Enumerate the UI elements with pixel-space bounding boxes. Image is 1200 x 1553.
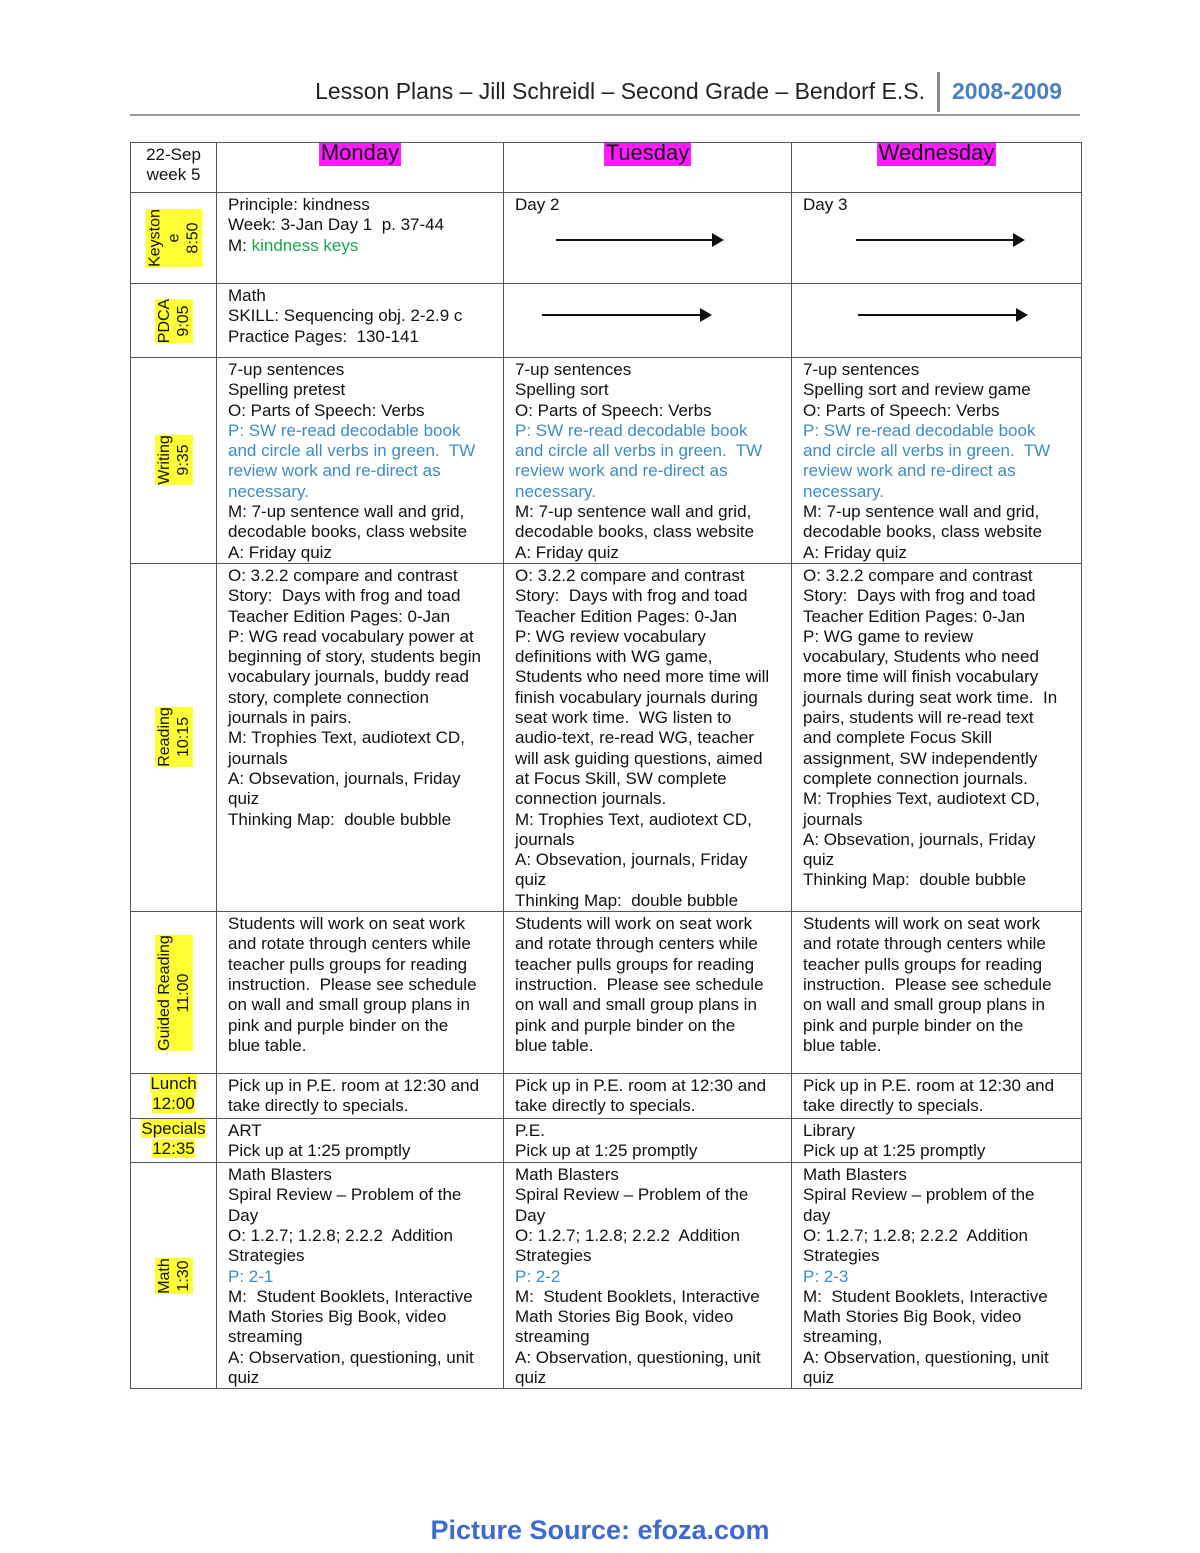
cell-line: pairs, students will re-read text [803,708,1034,728]
cell-line: and rotate through centers while [228,934,471,954]
cell-lunch-tuesday [504,1074,792,1119]
cell-line: M: 7-up sentence wall and grid, [515,502,752,522]
cell-line: Spiral Review – Problem of the [228,1185,462,1205]
cell-line: on wall and small group plans in [515,995,757,1015]
cell-line: quiz [515,870,547,890]
procedure-line: P: SW re-read decodable book [228,420,461,440]
cell-line: SKILL: Sequencing obj. 2-2.9 c [228,306,463,326]
cell-line: Principle: kindness [228,195,370,214]
cell-line: Math [228,286,266,305]
day-header-wednesday [792,143,1082,193]
slot-text: 12:00 [152,1094,195,1114]
slot-text: 8:50 [183,209,202,267]
cell-line: A: Friday quiz [803,542,907,562]
slot-label [155,298,193,342]
date-label: 22-Sep [146,145,201,164]
cell-line: quiz [803,850,835,870]
cell-line: instruction. Please see schedule [803,974,1052,994]
cell-line: Math Blasters [803,1165,907,1185]
slot-text: PDCA [155,298,173,343]
slot-text: Guided Reading [155,934,173,1051]
row-pdca [131,284,1082,358]
cell-writing-wednesday [792,358,1082,564]
cell-specials-tuesday [504,1119,792,1163]
cell-line: M: Trophies Text, audiotext CD, [515,809,752,829]
day-name: Monday [319,143,401,167]
slot-writing [131,358,217,564]
picture-source: Picture Source: efoza.com [430,1515,770,1545]
procedure-line: review work and re-direct as [228,461,441,481]
slot-specials [131,1119,217,1163]
cell-math-wednesday [792,1163,1082,1389]
cell-line: Math Stories Big Book, video [515,1307,734,1327]
cell-line: vocabulary, Students who need [803,647,1039,667]
slot-label [155,708,193,768]
cell-line: M: 7-up sentence wall and grid, [803,502,1040,522]
slot-label [155,1258,193,1294]
cell-line: Day [228,1205,259,1225]
cell-line: M: Student Booklets, Interactive [228,1286,473,1306]
materials-prefix: M: [228,235,252,255]
slot-pdca [131,284,217,358]
procedure-line: and circle all verbs in green. TW [228,441,476,461]
cell-line: blue table. [515,1035,594,1055]
cell-line: Practice Pages: 130-141 [228,326,419,346]
cell-line: quiz [228,1367,260,1387]
cell-line: Story: Days with frog and toad [228,586,461,606]
cell-line: Teacher Edition Pages: 0-Jan [515,606,738,626]
cell-keystone-tuesday [504,193,792,284]
header-divider [937,72,940,112]
cell-line: quiz [228,789,260,809]
cell-line: Day [515,1205,546,1225]
cell-line: Teacher Edition Pages: 0-Jan [228,606,451,626]
cell-line: vocabulary journals, buddy read [228,667,469,687]
cell-line: Day 3 [803,195,848,214]
cell-line: Math Stories Big Book, video [228,1307,447,1327]
procedure-line: P: SW re-read decodable book [803,420,1036,440]
cell-line: Pick up in P.E. room at 12:30 and [803,1076,1055,1096]
slot-text: Specials [141,1119,206,1139]
cell-pdca-wednesday [792,284,1082,358]
procedure-line: necessary. [228,481,309,501]
cell-line: teacher pulls groups for reading [515,954,755,974]
cell-line: Students will work on seat work [803,914,1041,934]
cell-line: pink and purple binder on the [228,1015,449,1035]
right-arrow-icon [542,314,710,316]
cell-pdca-tuesday [504,284,792,358]
cell-line: 7-up sentences [228,360,345,379]
cell-line: O: 1.2.7; 1.2.8; 2.2.2 Addition [515,1225,740,1245]
cell-lunch-wednesday [792,1074,1082,1119]
cell-line: Thinking Map: double bubble [803,870,1027,890]
cell-line: Week: 3-Jan Day 1 p. 37-44 [228,215,445,235]
cell-line: Library [803,1121,855,1141]
cell-line: Students who need more time will [515,667,770,687]
cell-line: decodable books, class website [803,522,1043,542]
cell-line: P.E. [515,1121,545,1141]
cell-line: day [803,1205,831,1225]
cell-line: A: Observation, questioning, unit [228,1347,474,1367]
date-cell [131,143,217,193]
cell-line: journals [515,829,575,849]
cell-guided-wednesday [792,912,1082,1074]
cell-line: streaming [515,1327,590,1347]
row-math [131,1163,1082,1389]
cell-line: ART [228,1121,262,1141]
cell-line: take directly to specials. [803,1096,984,1116]
cell-line: Math Blasters [515,1165,619,1185]
cell-line: at Focus Skill, SW complete [515,768,727,788]
cell-line: A: Observation, questioning, unit [803,1347,1049,1367]
cell-line: complete connection journals. [803,768,1028,788]
slot-text: 12:35 [152,1139,195,1159]
procedure-line: necessary. [515,481,596,501]
cell-line: Spelling pretest [228,380,346,400]
cell-pdca-monday [217,284,504,358]
row-specials [131,1119,1082,1163]
procedure-line: P: SW re-read decodable book [515,420,748,440]
slot-label [155,935,193,1051]
cell-line: beginning of story, students begin [228,647,481,667]
cell-line: M: Student Booklets, Interactive [515,1286,760,1306]
cell-line: Pick up at 1:25 promptly [228,1141,411,1161]
cell-line: definitions with WG game, [515,647,713,667]
cell-line: journals during seat work time. In [803,687,1058,707]
cell-line: Teacher Edition Pages: 0-Jan [803,606,1026,626]
cell-line: will ask guiding questions, aimed [515,748,763,768]
day-name: Wednesday [877,143,997,167]
day-name: Tuesday [604,143,692,167]
cell-line: O: Parts of Speech: Verbs [228,400,425,420]
cell-line: finish vocabulary journals during [515,687,758,707]
slot-label [145,209,202,267]
cell-line: O: 1.2.7; 1.2.8; 2.2.2 Addition [228,1225,453,1245]
slot-text: 1:30 [174,1258,193,1294]
procedure-line: and circle all verbs in green. TW [803,441,1051,461]
cell-reading-tuesday [504,563,792,911]
cell-math-monday [217,1163,504,1389]
cell-line: story, complete connection [228,687,429,707]
cell-line [228,236,497,256]
cell-line: P: WG review vocabulary [515,626,706,646]
cell-line: instruction. Please see schedule [228,974,477,994]
cell-line: Strategies [228,1246,305,1266]
cell-line: teacher pulls groups for reading [228,954,468,974]
cell-line: and rotate through centers while [515,934,758,954]
row-guided-reading [131,912,1082,1074]
cell-line: connection journals. [515,789,667,809]
row-reading [131,563,1082,911]
slot-text: Keyston [146,209,163,267]
slot-reading [131,563,217,911]
cell-line: Pick up in P.E. room at 12:30 and [515,1076,767,1096]
cell-line: take directly to specials. [515,1096,696,1116]
header-row [131,143,1082,193]
slot-math [131,1163,217,1389]
cell-line: 7-up sentences [803,360,920,379]
cell-line: A: Obsevation, journals, Friday [228,768,461,788]
cell-line: A: Obsevation, journals, Friday [515,850,748,870]
cell-line: O: Parts of Speech: Verbs [515,400,712,420]
cell-line: A: Obsevation, journals, Friday [803,829,1036,849]
slot-text: 10:15 [174,708,193,768]
cell-line: audio-text, re-read WG, teacher [515,728,755,748]
page-header [130,72,1080,116]
cell-line: assignment, SW independently [803,748,1038,768]
cell-line: Story: Days with frog and toad [803,586,1036,606]
cell-line: M: Student Booklets, Interactive [803,1286,1048,1306]
week-label: week 5 [146,165,201,185]
cell-line: O: 3.2.2 compare and contrast [515,565,745,585]
cell-line: Students will work on seat work [228,914,466,934]
day-header-tuesday [504,143,792,193]
cell-reading-monday [217,563,504,911]
slot-text: Math [155,1257,173,1294]
cell-guided-monday [217,912,504,1074]
cell-line: and rotate through centers while [803,934,1046,954]
slot-text: e [164,209,183,267]
school-year: 2008-2009 [952,78,1062,104]
cell-writing-tuesday [504,358,792,564]
cell-line: Pick up in P.E. room at 12:30 and [228,1076,480,1096]
slot-text: Writing [155,435,173,486]
cell-line: A: Friday quiz [228,542,332,562]
cell-line: Strategies [515,1246,592,1266]
cell-line: take directly to specials. [228,1096,409,1116]
cell-line: on wall and small group plans in [228,995,470,1015]
cell-line: on wall and small group plans in [803,995,1045,1015]
cell-line: O: Parts of Speech: Verbs [803,400,1000,420]
row-writing [131,358,1082,564]
procedure-line: P: 2-3 [803,1266,849,1286]
cell-math-tuesday [504,1163,792,1389]
cell-reading-wednesday [792,563,1082,911]
row-lunch [131,1074,1082,1119]
procedure-line: necessary. [803,481,884,501]
day-header-monday [217,143,504,193]
cell-line: blue table. [803,1035,882,1055]
cell-line: Thinking Map: double bubble [228,809,452,829]
slot-text: 9:35 [174,436,193,486]
cell-line: journals in pairs. [228,708,352,728]
slot-label [155,436,193,486]
cell-line: streaming [228,1327,303,1347]
cell-line: pink and purple binder on the [803,1015,1024,1035]
right-arrow-icon [856,239,1023,241]
cell-line: Pick up at 1:25 promptly [515,1141,698,1161]
procedure-line: review work and re-direct as [803,461,1016,481]
row-keystone [131,193,1082,284]
cell-line: A: Friday quiz [515,542,619,562]
slot-text: 9:05 [174,298,193,342]
slot-keystone [131,193,217,284]
cell-line: O: 1.2.7; 1.2.8; 2.2.2 Addition [803,1225,1028,1245]
cell-line: Strategies [803,1246,880,1266]
procedure-line: review work and re-direct as [515,461,728,481]
cell-line: Math Blasters [228,1165,332,1185]
cell-line: M: Trophies Text, audiotext CD, [803,789,1040,809]
cell-specials-monday [217,1119,504,1163]
cell-line: Day 2 [515,195,560,214]
cell-line: Spiral Review – problem of the [803,1185,1035,1205]
cell-line: decodable books, class website [515,522,755,542]
lesson-plan-table [130,142,1082,1389]
cell-line: M: 7-up sentence wall and grid, [228,502,465,522]
slot-text: 11:00 [174,935,193,1051]
cell-line: more time will finish vocabulary [803,667,1039,687]
materials-link-text: kindness keys [251,235,359,255]
cell-line: Story: Days with frog and toad [515,586,748,606]
cell-line: Math Stories Big Book, video [803,1307,1022,1327]
cell-keystone-wednesday [792,193,1082,284]
cell-line: Spelling sort and review game [803,380,1031,400]
cell-line: P: WG read vocabulary power at [228,626,474,646]
cell-keystone-monday [217,193,504,284]
cell-line: journals [803,809,863,829]
cell-line: quiz [515,1367,547,1387]
cell-line: Spiral Review – Problem of the [515,1185,749,1205]
cell-line: streaming, [803,1327,883,1347]
procedure-line: and circle all verbs in green. TW [515,441,763,461]
cell-writing-monday [217,358,504,564]
right-arrow-icon [858,314,1026,316]
cell-line: quiz [803,1367,835,1387]
cell-line: pink and purple binder on the [515,1015,736,1035]
slot-text: Lunch [150,1074,197,1094]
cell-line: teacher pulls groups for reading [803,954,1043,974]
cell-line: seat work time. WG listen to [515,708,732,728]
cell-line: Thinking Map: double bubble [515,890,739,910]
cell-line: decodable books, class website [228,522,468,542]
cell-line: P: WG game to review [803,626,974,646]
cell-line: instruction. Please see schedule [515,974,764,994]
cell-line: 7-up sentences [515,360,632,379]
cell-line: Spelling sort [515,380,609,400]
cell-line: O: 3.2.2 compare and contrast [228,565,458,585]
cell-lunch-monday [217,1074,504,1119]
cell-guided-tuesday [504,912,792,1074]
cell-line: Students will work on seat work [515,914,753,934]
procedure-line: P: 2-2 [515,1266,561,1286]
document-title: Lesson Plans – Jill Schreidl – Second Grade – Bendorf E.S. [315,78,925,104]
cell-line: A: Observation, questioning, unit [515,1347,761,1367]
cell-line: and complete Focus Skill [803,728,992,748]
cell-line: journals [228,748,288,768]
slot-lunch [131,1074,217,1119]
cell-line: M: Trophies Text, audiotext CD, [228,728,465,748]
right-arrow-icon [556,239,722,241]
cell-line: blue table. [228,1035,307,1055]
slot-guided-reading [131,912,217,1074]
cell-line: Pick up at 1:25 promptly [803,1141,986,1161]
cell-specials-wednesday [792,1119,1082,1163]
procedure-line: P: 2-1 [228,1266,274,1286]
cell-line: O: 3.2.2 compare and contrast [803,565,1033,585]
slot-text: Reading [155,707,173,768]
